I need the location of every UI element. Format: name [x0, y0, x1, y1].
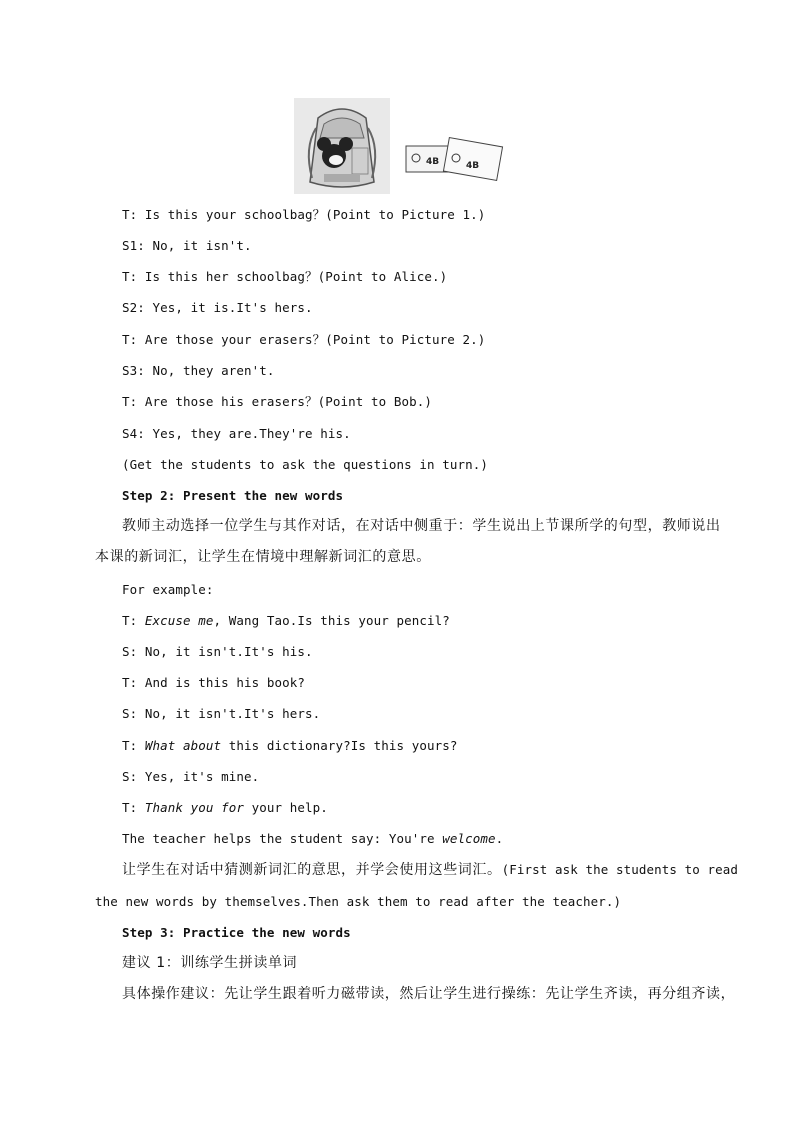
dialogue-line: T: What about this dictionary?Is this yours?: [122, 738, 458, 753]
mixed-paragraph: 让学生在对话中猜测新词汇的意思，并学会使用这些词汇。(First ask the students to read: [122, 862, 739, 878]
mixed-paragraph-cont: the new words by themselves.Then ask them to read after the teacher.): [95, 894, 622, 909]
step-2-paragraph: 教师主动选择一位学生与其作对话，在对话中侧重于：学生说出上节课所学的句型，教师说出: [122, 518, 721, 534]
eraser-label: 4B: [426, 157, 440, 167]
step-3-heading: Step 3: Practice the new words: [122, 925, 351, 940]
suggestion-line: 建议 1：训练学生拼读单词: [122, 955, 298, 971]
dialogue-line: S2: Yes, it is.It's hers.: [122, 300, 313, 315]
dialogue-line: S1: No, it isn't.: [122, 238, 252, 253]
picture-area: [294, 98, 504, 194]
eraser-label: 4B: [466, 161, 480, 171]
erasers-icon: [404, 134, 504, 184]
dialogue-line: T: Is this her schoolbag？(Point to Alice.): [122, 269, 448, 284]
example-label: For example:: [122, 582, 214, 597]
dialogue-line: T: Are those his erasers？(Point to Bob.): [122, 394, 432, 409]
dialogue-line: T: Is this your schoolbag？(Point to Picture 1.): [122, 207, 486, 222]
dialogue-line: S3: No, they aren't.: [122, 363, 275, 378]
dialogue-line: The teacher helps the student say: You're welcome.: [122, 831, 504, 846]
instruction-line: (Get the students to ask the questions in turn.): [122, 457, 489, 472]
dialogue-line: S: No, it isn't.It's hers.: [122, 706, 321, 721]
operation-line: 具体操作建议：先让学生跟着听力磁带读，然后让学生进行操练：先让学生齐读，再分组齐读，: [122, 986, 736, 1002]
step-2-paragraph-cont: 本课的新词汇，让学生在情境中理解新词汇的意思。: [95, 549, 431, 565]
schoolbag-icon: [294, 98, 390, 194]
dialogue-line: S4: Yes, they are.They're his.: [122, 426, 351, 441]
step-2-heading: Step 2: Present the new words: [122, 488, 344, 503]
dialogue-line: T: And is this his book?: [122, 675, 306, 690]
dialogue-line: S: Yes, it's mine.: [122, 769, 260, 784]
dialogue-line: T: Thank you for your help.: [122, 800, 328, 815]
dialogue-line: T: Excuse me, Wang Tao.Is this your pencil?: [122, 613, 450, 628]
dialogue-line: T: Are those your erasers？(Point to Picture 2.): [122, 332, 486, 347]
dialogue-line: S: No, it isn't.It's his.: [122, 644, 313, 659]
